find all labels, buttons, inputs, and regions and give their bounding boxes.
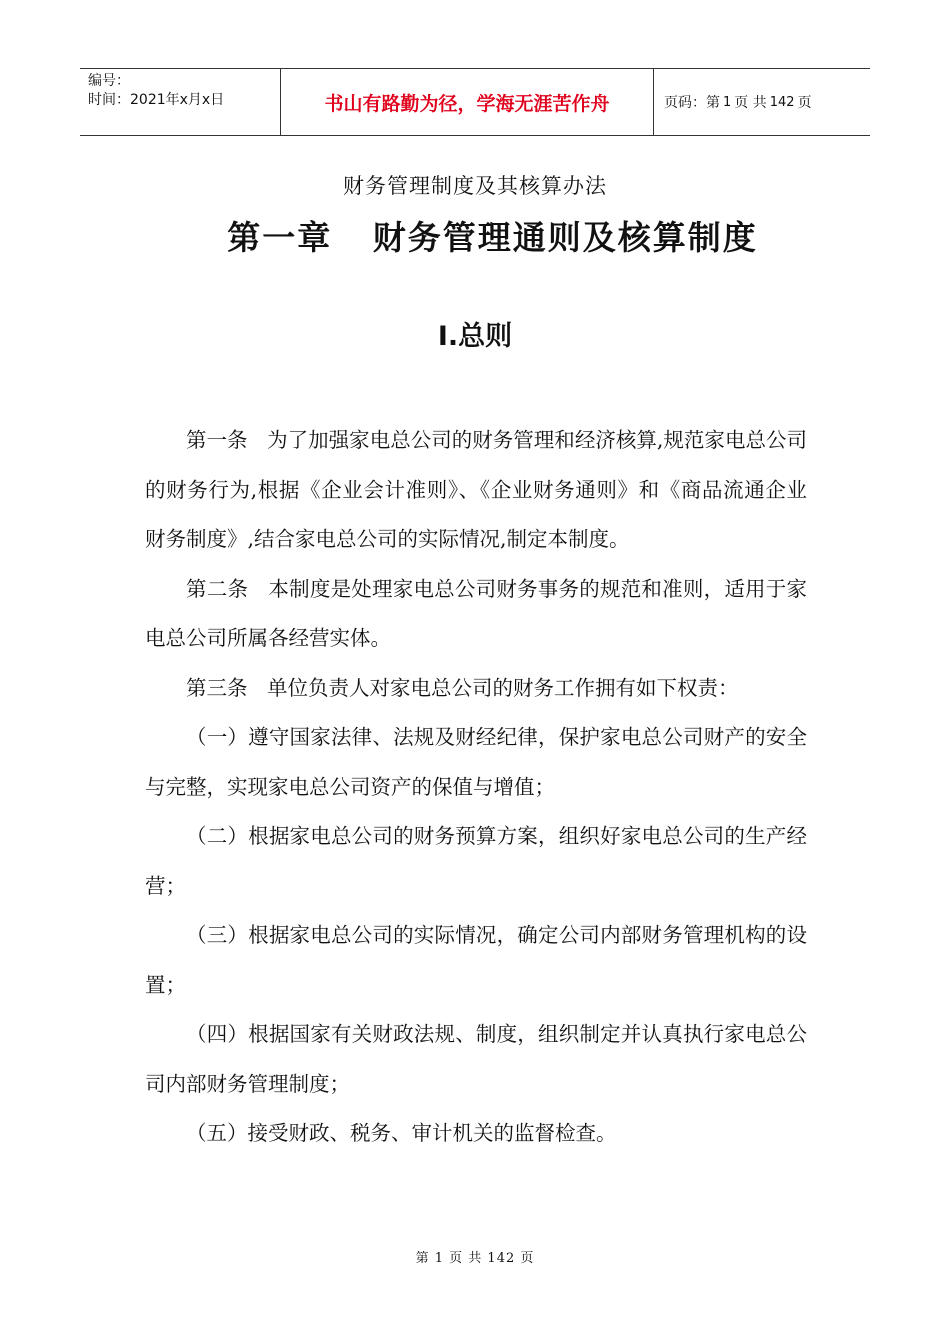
page-footer: 第 1 页 共 142 页 <box>415 1251 535 1266</box>
page-prefix: 页码：第 <box>664 95 720 111</box>
page-mid: 页 共 <box>734 95 767 111</box>
header-table <box>80 68 870 136</box>
paragraph-item-5: （五）接受财政、税务、审计机关的监督检查。 <box>186 1121 617 1145</box>
paragraph-article-2: 第二条 本制度是处理家电总公司财务事务的规范和准则，适用于家电总公司所属各经营实体。 <box>145 576 807 650</box>
paragraph-item-2: （二）根据家电总公司的财务预算方案，组织好家电总公司的生产经营； <box>145 824 807 898</box>
paragraph-item-3: （三）根据家电总公司的实际情况，确定公司内部财务管理机构的设置； <box>145 923 807 997</box>
page-current: 1 <box>723 94 732 110</box>
motto-cell <box>281 69 654 135</box>
header-meta-cell <box>80 69 281 135</box>
body-text <box>145 416 807 1159</box>
document-title: 财务管理制度及其核算办法 <box>343 174 607 198</box>
page-count-cell <box>654 69 870 135</box>
paragraph-item-1: （一）遵守国家法律、法规及财经纪律，保护家电总公司财产的安全与完整，实现家电总公司资产的保值与增值； <box>145 725 807 799</box>
date-label: 时间：2021年x月x日 <box>88 92 225 108</box>
section-title: Ⅰ.总则 <box>437 321 513 352</box>
motto-text: 书山有路勤为径，学海无涯苦作舟 <box>324 92 610 115</box>
page-total: 142 <box>769 94 795 110</box>
chapter-title: 第一章 财务管理通则及核算制度 <box>227 218 758 257</box>
paragraph-item-4: （四）根据国家有关财政法规、制度，组织制定并认真执行家电总公司内部财务管理制度； <box>145 1022 807 1096</box>
paragraph-article-3: 第三条 单位负责人对家电总公司的财务工作拥有如下权责： <box>186 675 739 700</box>
page-suffix: 页 <box>797 95 812 111</box>
paragraph-article-1: 第一条 为了加强家电总公司的财务管理和经济核算,规范家电总公司的财务行为,根据《企业会计准则》、《企业财务通则》和《商品流通企业财务制度》,结合家电总公司的实际情况,制定本制度。 <box>145 428 807 551</box>
serial-number-label: 编号： <box>88 73 130 89</box>
